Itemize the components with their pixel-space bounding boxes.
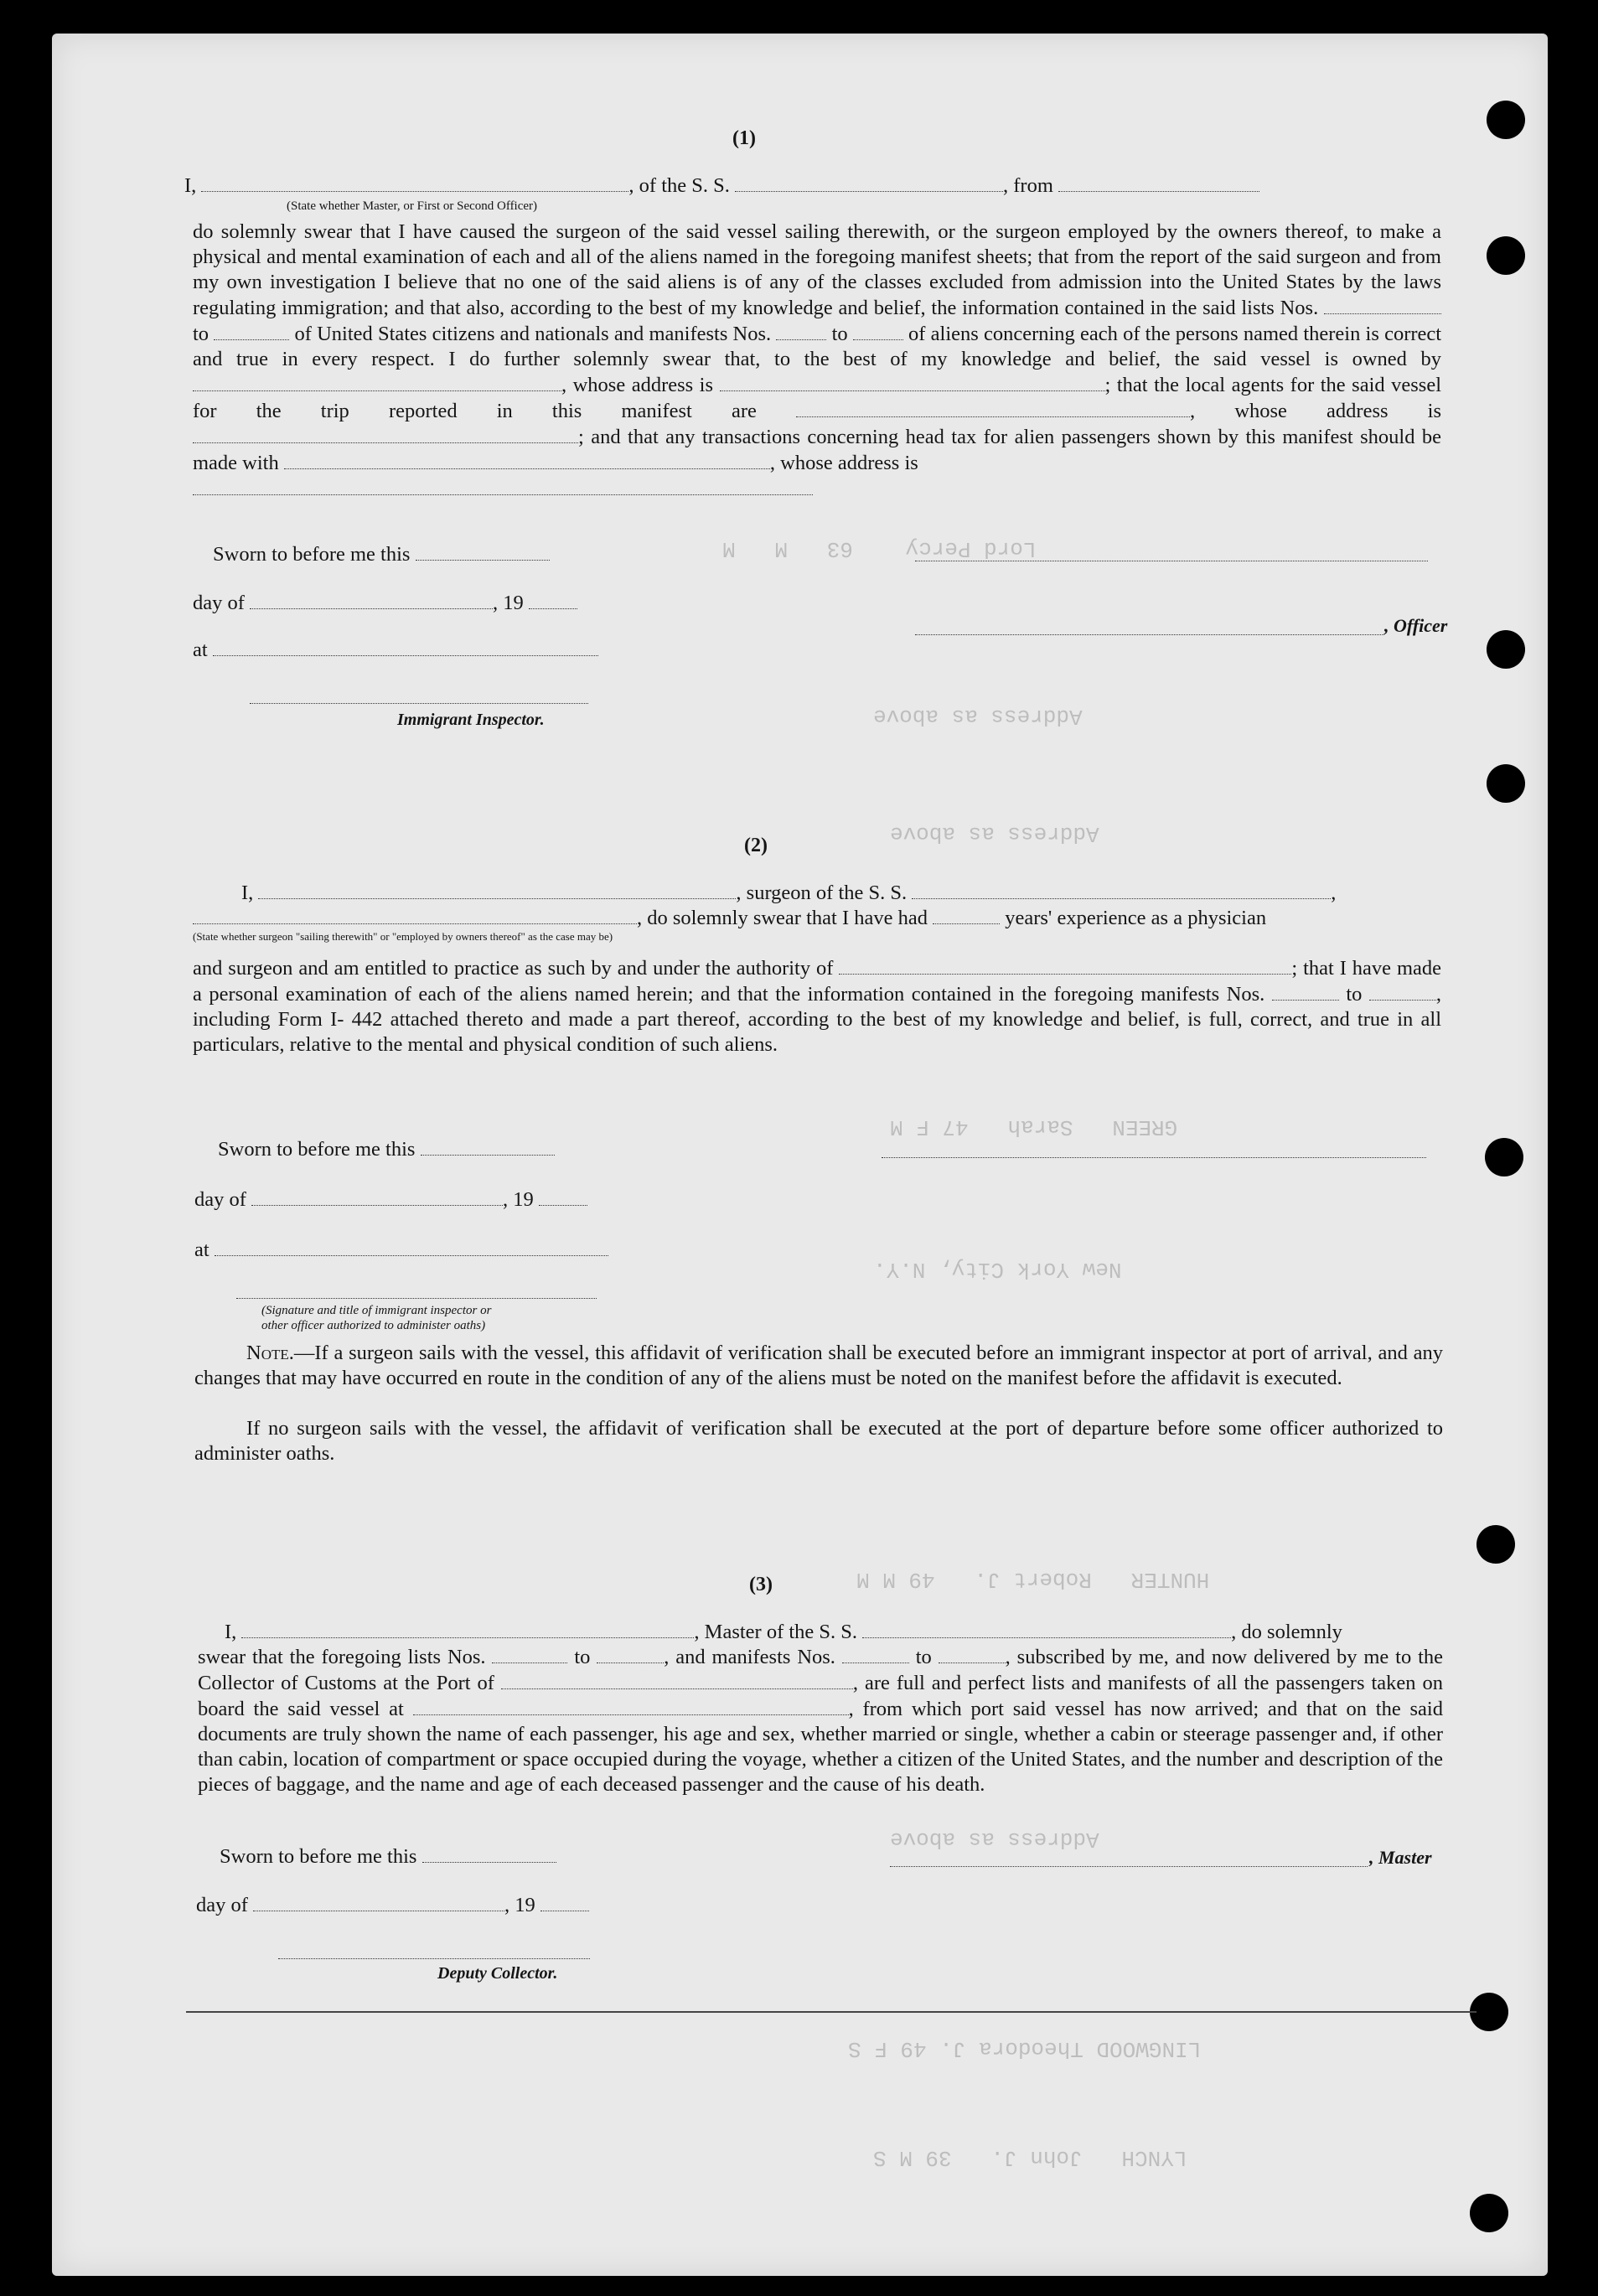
text: , whose address is <box>769 452 918 474</box>
text: , Master of the S. S. <box>694 1621 858 1643</box>
owner-address-field[interactable] <box>720 372 1105 391</box>
collector-label: Deputy Collector. <box>437 1964 558 1983</box>
owner-field[interactable] <box>193 372 561 391</box>
officer-signature-line[interactable] <box>915 560 1428 561</box>
section-3-sworn <box>220 1844 556 1869</box>
officer-title-line[interactable] <box>915 633 1384 635</box>
section-2-body <box>193 955 1441 1058</box>
day-of-field[interactable] <box>250 590 493 609</box>
text: —If a surgeon sails with the vessel, this affidavit of verification shall be executed before an immigrant inspector at port of arrival, and any changes that may have occurred en route in the condition of any of the aliens must be noted on the manifest before the affidavit is executed. <box>194 1342 1443 1389</box>
ship-name-field[interactable] <box>735 173 1003 192</box>
manifest-from-field[interactable] <box>1272 981 1339 1001</box>
section-1-at <box>193 637 598 663</box>
port-of-arrival-field[interactable] <box>501 1670 853 1689</box>
document-page <box>52 34 1548 2276</box>
text: swear that the foregoing lists Nos. <box>198 1646 486 1668</box>
manifest-no-to-field[interactable] <box>939 1644 1006 1663</box>
inspector-label: Immigrant Inspector. <box>397 711 545 729</box>
text: ; that the local agents for the said vessel for the trip reported in this manifest are <box>193 374 1441 422</box>
bleed-through-text: Lord Percy 63 M M <box>722 536 1037 561</box>
surgeon-name-field[interactable] <box>258 880 736 899</box>
note-paragraph <box>194 1341 1443 1391</box>
section-3-number: (3) <box>749 1574 773 1595</box>
section-3-body <box>198 1644 1443 1797</box>
day-of-field[interactable] <box>253 1892 504 1911</box>
section-1-body: do solemnly swear that I have caused the surgeon of the said vessel sailing therewith, or the surgeon employed by the owners thereof, to make a physical and mental examination of each and all of the aliens named in the foregoing manifest sheets; that from the report of the said surgeon and from my own investigation I believe that no one of the said aliens is of any of the classes excluded from admission into the United States by the laws regulating immigration; and that also, according to the best of my knowledge and belief, the information contained in the said lists Nos. to of United States citizens and nationals and manifests Nos. to of aliens concerning each of the persons named therein is correct and true in every respect. I do further solemnly swear that, to the best of my knowledge and belief, the said vessel is owned by , whose address is ; that the local agents for the said vessel for the trip reported in this manifest are , whose address is ; and that any transactions concerning head tax for alien passengers shown by this manifest should be made with , whose address is <box>193 220 1441 502</box>
bleed-through-text: New York City, N.Y. <box>873 1257 1122 1282</box>
text: ; that I have made a personal examination of each of the aliens named herein; and that the information contained in the foregoing manifests Nos. <box>193 957 1442 1006</box>
punch-hole <box>1485 1138 1523 1176</box>
at-place-field[interactable] <box>215 1237 608 1256</box>
bleed-through-text: HUNTER Robert J. 49 M M <box>856 1567 1210 1592</box>
bleed-through-text: Address as above <box>890 821 1099 846</box>
text: , do solemnly <box>1231 1621 1342 1643</box>
bleed-through-text: Address as above <box>890 1827 1099 1852</box>
list-no-from-field[interactable] <box>1324 295 1441 314</box>
text: years' experience as a physician <box>1005 907 1267 929</box>
text: , 19 <box>503 1188 534 1211</box>
bleed-through-text: LYNCH John J. 39 M S <box>873 2145 1187 2170</box>
section-1-opening <box>184 173 1259 199</box>
text: at <box>193 639 208 661</box>
section-2-opening: I, , surgeon of the S. S. , <box>241 882 1337 904</box>
text: , subscribed by me, and now delivered by me to the Collector of Customs at the Port of <box>198 1646 1444 1694</box>
text: day of <box>193 592 245 614</box>
officer-name-field[interactable] <box>201 173 628 192</box>
signature-caption-2: other officer authorized to administer oaths) <box>261 1319 486 1332</box>
text: ; and that any transactions concerning head tax for alien passengers shown by this manifest should be made with <box>193 426 1441 474</box>
surgeon-signature-line[interactable] <box>882 1156 1426 1158</box>
text: , surgeon of the S. S. <box>736 882 908 904</box>
note-label: Note. <box>246 1342 294 1364</box>
text: to <box>915 1646 932 1668</box>
bleed-through-text: Address as above <box>873 704 1083 729</box>
day-of-field[interactable] <box>251 1187 503 1206</box>
master-name-field[interactable] <box>241 1619 694 1638</box>
sworn-date-field[interactable] <box>422 1844 556 1863</box>
authority-field[interactable] <box>839 955 1291 975</box>
agents-field[interactable] <box>796 398 1190 417</box>
text: do solemnly swear that I have caused the surgeon of the said vessel sailing therewith, or the surgeon employed by the owners thereof, to make a physical and mental examination of each and all of the aliens named in the foregoing manifest sheets; that from the report of the said surgeon and from my own investigation I believe that no one of the said aliens is of any of the classes excluded from admission into the United States by the laws regulating immigration; and that also, according to the best of my knowledge and belief, the information contained in the said lists Nos. <box>193 220 1441 319</box>
text: , do solemnly swear that I have had <box>637 907 928 929</box>
year-field[interactable] <box>529 590 577 609</box>
inspector-signature-line[interactable] <box>250 702 588 704</box>
text: , are full and perfect lists and manifests of all the passengers taken on board the said vessel at <box>198 1672 1443 1720</box>
bleed-through-text: LINGWOOD Theodora J. 49 F S <box>848 2036 1202 2061</box>
text: to <box>831 323 848 345</box>
surgeon-ship-field[interactable] <box>912 880 1331 899</box>
text: , from which port said vessel has now arrived; and that on the said documents are truly shown the name of each passenger, his age and sex, whether married or single, whether a cabin or steerage passenger and, if other than cabin, location of compartment or space occupied during the voyage, whether a citizen of the United States, and the number and description of the pieces of baggage, and the name and age of each deceased passenger and the cause of his death. <box>198 1698 1443 1796</box>
punch-hole <box>1476 1525 1515 1564</box>
year-field[interactable] <box>539 1187 587 1206</box>
punch-hole <box>1470 2194 1508 2232</box>
collector-signature-line[interactable] <box>278 1957 590 1959</box>
manifest-no-to-field[interactable] <box>853 321 903 340</box>
agents-address-field[interactable] <box>193 424 578 443</box>
section-2-at <box>194 1237 608 1263</box>
section-1-number: (1) <box>732 127 756 149</box>
signature-caption-1: (Signature and title of immigrant inspector or <box>261 1304 492 1317</box>
manifest-no-from-field[interactable] <box>842 1644 909 1663</box>
section-1-sworn <box>213 541 550 567</box>
section-1-caption: (State whether Master, or First or Second Officer) <box>287 199 538 213</box>
text: Sworn to before me this <box>218 1138 416 1161</box>
text: I, <box>184 174 197 197</box>
text: , 19 <box>504 1894 535 1916</box>
inspector-signature-line[interactable] <box>236 1297 597 1299</box>
sworn-date-field[interactable] <box>421 1136 555 1156</box>
text: , from <box>1003 174 1053 197</box>
manifest-to-field[interactable] <box>1369 981 1436 1001</box>
text: at <box>194 1238 209 1261</box>
text: , 19 <box>493 592 524 614</box>
section-2-caption: (State whether surgeon "sailing therewith" or "employed by owners thereof" as the case may be) <box>193 930 613 943</box>
manifest-no-from-field[interactable] <box>776 321 826 340</box>
master-label: , Master <box>1369 1847 1432 1868</box>
at-place-field[interactable] <box>213 637 598 656</box>
text: of United States citizens and nationals and manifests Nos. <box>294 323 772 345</box>
section-2-sworn <box>218 1136 555 1162</box>
years-experience-field[interactable] <box>933 905 1000 924</box>
text: , of the S. S. <box>628 174 730 197</box>
punch-hole <box>1487 764 1525 803</box>
text: I, <box>241 882 254 904</box>
text: to <box>193 323 209 345</box>
bottom-rule <box>186 2011 1476 2013</box>
text: I, <box>225 1621 237 1643</box>
note-paragraph-2 <box>194 1416 1443 1466</box>
port-from-field[interactable] <box>1058 173 1259 192</box>
text: Sworn to before me this <box>220 1845 417 1868</box>
officer-label: , Officer <box>1384 615 1448 636</box>
text: day of <box>194 1188 246 1211</box>
list-no-from-field[interactable] <box>492 1644 567 1663</box>
bleed-through-text: GREEN Sarah 47 F M <box>890 1114 1178 1140</box>
year-field[interactable] <box>540 1892 589 1911</box>
punch-hole <box>1487 101 1525 139</box>
head-tax-address-field[interactable] <box>193 476 813 495</box>
text: , and manifests Nos. <box>664 1646 835 1668</box>
section-1-day-of <box>193 590 577 616</box>
master-signature-line[interactable] <box>890 1865 1368 1867</box>
text: to <box>574 1646 591 1668</box>
text: Sworn to before me this <box>213 543 411 566</box>
section-3-day-of <box>196 1892 589 1918</box>
punch-hole <box>1487 236 1525 275</box>
text: If no surgeon sails with the vessel, the affidavit of verification shall be executed at the port of departure before some officer authorized to administer oaths. <box>194 1417 1443 1465</box>
section-2-day-of <box>194 1187 587 1213</box>
section-2-line-2 <box>193 905 1266 931</box>
section-3-opening <box>225 1619 1342 1645</box>
sworn-date-field[interactable] <box>416 541 550 561</box>
text: day of <box>196 1894 248 1916</box>
text: of aliens concerning each of the persons named therein is correct and true in every respect. I do further solemnly swear that, to the best of my knowledge and belief, the said vessel is owned by <box>193 323 1442 370</box>
list-no-to-field[interactable] <box>597 1644 664 1663</box>
list-no-to-field[interactable] <box>214 321 289 340</box>
text: , whose address is <box>561 374 714 396</box>
text: to <box>1346 983 1363 1006</box>
surgeon-status-field[interactable] <box>193 905 637 924</box>
punch-hole <box>1487 630 1525 669</box>
head-tax-party-field[interactable] <box>284 450 770 469</box>
section-2-number: (2) <box>744 835 768 856</box>
text: and surgeon and am entitled to practice as such by and under the authority of <box>193 957 834 980</box>
port-of-departure-field[interactable] <box>413 1696 849 1715</box>
text: , including Form I- 442 attached thereto and made a part thereof, according to the best of my knowledge and belief, is full, correct, and true in all particulars, relative to the mental and physical condition of such aliens. <box>193 983 1442 1056</box>
master-ship-field[interactable] <box>862 1619 1231 1638</box>
text: whose address is <box>1234 400 1442 422</box>
